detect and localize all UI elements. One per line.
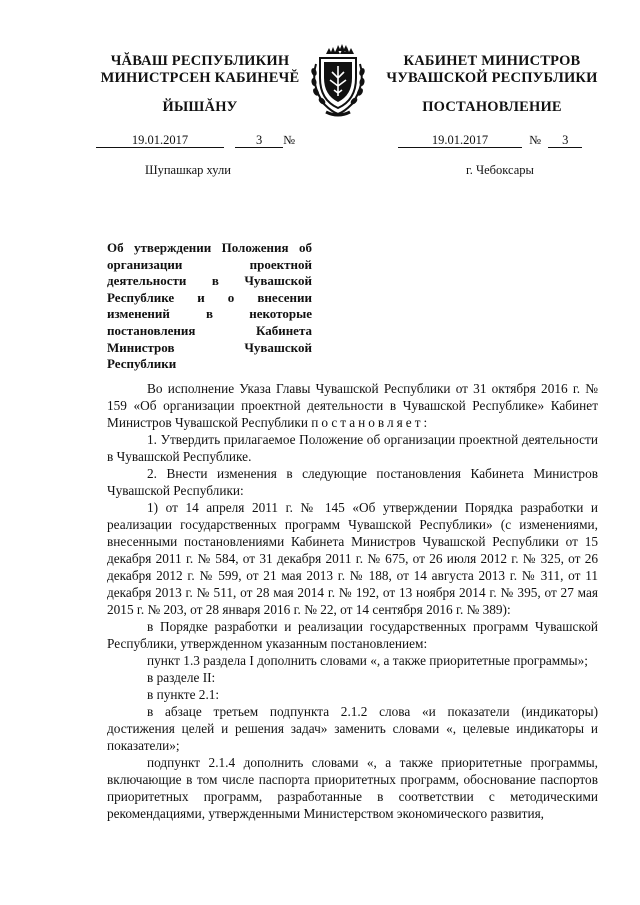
- chuvash-coat-of-arms-icon: [302, 42, 374, 120]
- header-right-line2: ЧУВАШСКОЙ РЕСПУБЛИКИ: [386, 70, 598, 86]
- header-left-line1: ЧĂВАШ РЕСПУБЛИКИН: [110, 53, 290, 69]
- header-left-line2: МИНИСТРСЕН КАБИНЕЧĔ: [100, 70, 300, 86]
- body-p1-end: :: [423, 415, 428, 430]
- body-p1-spaced: постановляет: [311, 415, 424, 430]
- header-right-line1: КАБИНЕТ МИНИСТРОВ: [403, 53, 581, 69]
- body-paragraph-1: [107, 380, 598, 431]
- header-right-number: 3: [548, 133, 582, 148]
- header-left-doctype: ЙЫШĂНУ: [162, 99, 238, 115]
- body-paragraph-10: подпункт 2.1.4 дополнить словами «, а также приоритетные программы, включающие в том числе паспорта приоритетных программ, обоснование паспортов приоритетных программ, разработанные в соответствии с методическими рекомендациями, утвержденными Министерством экономического развития,: [107, 755, 598, 821]
- header-right-date-number: [398, 133, 582, 148]
- body-paragraph-2: 1. Утвердить прилагаемое Положение об организации проектной деятельности в Чувашской Республике.: [107, 432, 598, 464]
- header-left-no-sign: №: [283, 133, 296, 147]
- body-paragraph-9: в абзаце третьем подпункта 2.1.2 слова «и показатели (индикаторы) достижения целей и решения задач» заменить словами «, целевые индикаторы и показатели»;: [107, 704, 598, 753]
- body-paragraph-8: в пункте 2.1:: [147, 687, 220, 702]
- header-right-org: [382, 53, 602, 87]
- body-paragraph-4: 1) от 14 апреля 2011 г. № 145 «Об утверждении Порядка разработки и реализации государственных программ Чувашской Республики» (с изменениями, внесенными постановлениями Кабинета Министров Чувашской Республики от 15 декабря 2011 г. № 584, от 31 декабря 2011 г. № 675, от 26 июля 2012 г. № 325, от 26 декабря 2012 г. № 599, от 21 мая 2013 г. № 188, от 14 августа 2013 г. № 311, от 11 декабря 2013 г. № 511, от 28 мая 2014 г. № 192, от 13 ноября 2014 г. № 395, от 27 мая 2015 г. № 203, от 28 января 2016 г. № 22, от 14 сентября 2016 г. № 389):: [107, 500, 598, 617]
- header-right-date: 19.01.2017: [398, 133, 522, 148]
- document-subject: Об утверждении Положения об организации проектной деятельности в Чувашской Республике и о внесении изменений в некоторые постановления Кабинета Министров Чувашской Республики: [107, 240, 312, 372]
- body-paragraph-5: в Порядке разработки и реализации государственных программ Чувашской Республики, утвержденном указанным постановлением:: [107, 619, 598, 651]
- header-left-number: 3: [235, 133, 283, 148]
- body-paragraph-6: пункт 1.3 раздела I дополнить словами «, а также приоритетные программы»;: [147, 653, 588, 668]
- header-left-date-number: [96, 133, 295, 148]
- body-paragraph-7: в разделе II:: [147, 670, 216, 685]
- header-right-place: г. Чебоксары: [466, 163, 534, 177]
- header-right-no-sign: №: [529, 133, 542, 147]
- body-paragraph-3: 2. Внести изменения в следующие постановления Кабинета Министров Чувашской Республики:: [107, 466, 598, 498]
- document-body: [107, 380, 598, 822]
- header-left-org: [80, 53, 320, 87]
- header-left-date: 19.01.2017: [96, 133, 224, 148]
- header-left-place: Шупашкар хули: [145, 163, 231, 177]
- header-right-doctype: ПОСТАНОВЛЕНИЕ: [422, 99, 562, 115]
- body-p1-start: Во исполнение Указа Главы Чувашской Республики от 31 октября 2016 г. № 159 «Об организации проектной деятельности в Чувашской Республике» Кабинет Министров Чувашской Республики: [107, 381, 598, 430]
